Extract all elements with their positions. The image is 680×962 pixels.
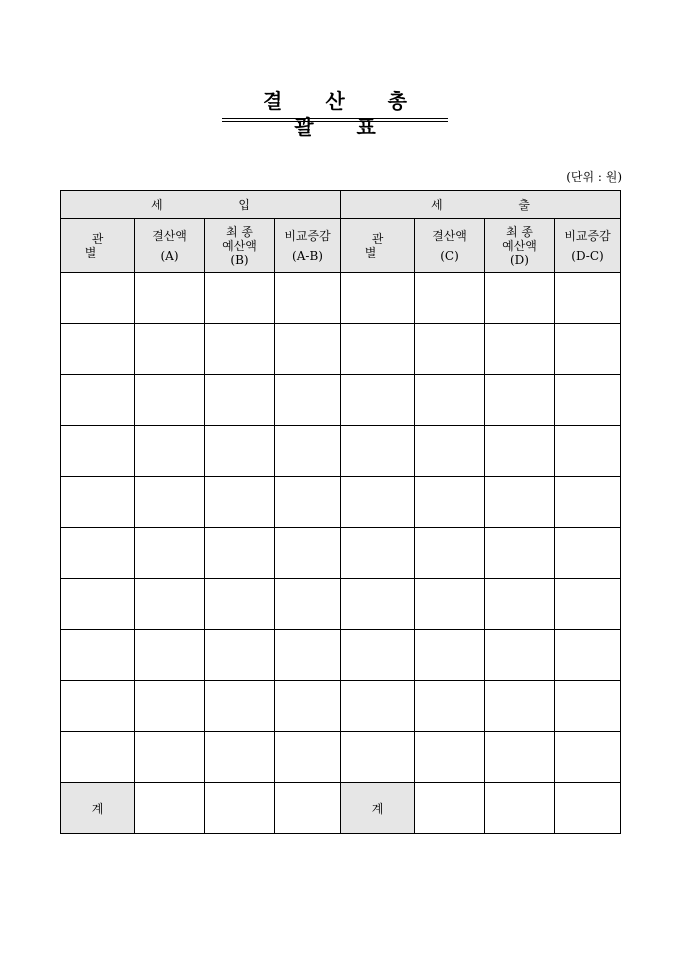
table-cell[interactable]: [275, 681, 341, 732]
income-section-label: 세 입: [151, 198, 286, 212]
table-cell[interactable]: [205, 579, 275, 630]
expense-budget-label-2: 예산액: [502, 238, 537, 253]
table-cell[interactable]: [205, 273, 275, 324]
income-category-label: 관 별: [84, 231, 118, 260]
table-cell[interactable]: [135, 681, 205, 732]
settlement-summary-table: [60, 190, 621, 834]
table-cell[interactable]: [341, 273, 415, 324]
expense-diff-code: (D-C): [571, 248, 604, 263]
expense-diff-label: 비교증감: [564, 228, 611, 243]
table-cell[interactable]: [555, 273, 621, 324]
table-cell[interactable]: [341, 528, 415, 579]
section-header-row: [61, 191, 621, 219]
table-cell[interactable]: [61, 273, 135, 324]
table-cell[interactable]: [61, 375, 135, 426]
table-cell[interactable]: [275, 732, 341, 783]
table-cell[interactable]: [135, 477, 205, 528]
table-cell[interactable]: [135, 732, 205, 783]
table-cell[interactable]: [341, 375, 415, 426]
table-cell[interactable]: [415, 630, 485, 681]
table-cell[interactable]: [275, 324, 341, 375]
table-cell[interactable]: [275, 579, 341, 630]
table-cell[interactable]: [61, 732, 135, 783]
expense-budget-label-1: 최 종: [506, 224, 533, 239]
table-cell[interactable]: [275, 528, 341, 579]
table-cell[interactable]: [341, 324, 415, 375]
table-cell[interactable]: [485, 630, 555, 681]
table-cell[interactable]: [341, 477, 415, 528]
expense-section-header: [341, 191, 621, 219]
table-cell[interactable]: [205, 528, 275, 579]
table-cell[interactable]: [415, 681, 485, 732]
income-budget-label-2: 예산액: [222, 238, 257, 253]
table-cell[interactable]: [205, 732, 275, 783]
table-cell[interactable]: [555, 579, 621, 630]
table-row: [61, 477, 621, 528]
document-title-block: [222, 88, 448, 139]
table-cell[interactable]: [555, 681, 621, 732]
table-cell[interactable]: [135, 324, 205, 375]
table-row: [61, 630, 621, 681]
income-total-settled-cell[interactable]: [135, 783, 205, 834]
expense-settled-code: (C): [440, 248, 459, 263]
table-cell[interactable]: [485, 375, 555, 426]
table-cell[interactable]: [555, 324, 621, 375]
table-cell[interactable]: [341, 579, 415, 630]
table-row: [61, 324, 621, 375]
expense-total-budget-cell[interactable]: [485, 783, 555, 834]
table-cell[interactable]: [415, 477, 485, 528]
expense-budget-code: (D): [510, 252, 529, 267]
table-cell[interactable]: [61, 477, 135, 528]
table-cell[interactable]: [61, 528, 135, 579]
income-category-header: [61, 219, 135, 273]
total-row: [61, 783, 621, 834]
table-cell[interactable]: [415, 273, 485, 324]
table-cell[interactable]: [135, 375, 205, 426]
expense-total-diff-cell[interactable]: [555, 783, 621, 834]
income-budget-label-1: 최 종: [226, 224, 253, 239]
income-diff-header: [275, 219, 341, 273]
table-cell[interactable]: [415, 528, 485, 579]
table-row: [61, 273, 621, 324]
table-cell[interactable]: [555, 630, 621, 681]
income-budget-header: [205, 219, 275, 273]
income-settled-header: [135, 219, 205, 273]
table-cell[interactable]: [61, 579, 135, 630]
table-cell[interactable]: [205, 426, 275, 477]
expense-category-header: [341, 219, 415, 273]
table-cell[interactable]: [135, 426, 205, 477]
income-total-diff-cell[interactable]: [275, 783, 341, 834]
table-cell[interactable]: [555, 528, 621, 579]
table-row: [61, 375, 621, 426]
table-cell[interactable]: [61, 681, 135, 732]
table-cell[interactable]: [485, 273, 555, 324]
expense-settled-label: 결산액: [432, 228, 467, 243]
table-cell[interactable]: [555, 375, 621, 426]
expense-category-label: 관 별: [364, 231, 398, 260]
table-cell[interactable]: [485, 732, 555, 783]
table-cell[interactable]: [485, 681, 555, 732]
table-cell[interactable]: [135, 579, 205, 630]
document-title: 결 산 총 괄 표: [263, 89, 425, 139]
table-cell[interactable]: [205, 681, 275, 732]
table-cell[interactable]: [61, 630, 135, 681]
table-cell[interactable]: [205, 324, 275, 375]
table-cell[interactable]: [275, 426, 341, 477]
income-settled-label: 결산액: [152, 228, 187, 243]
table-cell[interactable]: [555, 732, 621, 783]
income-budget-code: (B): [230, 252, 249, 267]
expense-diff-header: [555, 219, 621, 273]
expense-total-settled-cell[interactable]: [415, 783, 485, 834]
table-cell[interactable]: [275, 273, 341, 324]
table-cell[interactable]: [135, 528, 205, 579]
table-cell[interactable]: [485, 477, 555, 528]
table-cell[interactable]: [135, 273, 205, 324]
table-row: [61, 528, 621, 579]
table-cell[interactable]: [205, 375, 275, 426]
table-cell[interactable]: [61, 426, 135, 477]
table-row: [61, 732, 621, 783]
table-cell[interactable]: [205, 477, 275, 528]
table-cell[interactable]: [341, 630, 415, 681]
income-total-budget-cell[interactable]: [205, 783, 275, 834]
table-cell[interactable]: [415, 732, 485, 783]
income-total-label: 계: [61, 783, 135, 834]
table-cell[interactable]: [415, 579, 485, 630]
table-cell[interactable]: [555, 426, 621, 477]
table-cell[interactable]: [341, 426, 415, 477]
table-cell[interactable]: [61, 324, 135, 375]
table-cell[interactable]: [275, 630, 341, 681]
unit-note: (단위 : 원): [566, 170, 622, 184]
income-diff-code: (A-B): [292, 248, 323, 263]
table-row: [61, 426, 621, 477]
table-row: [61, 681, 621, 732]
table-cell[interactable]: [485, 324, 555, 375]
table-cell[interactable]: [415, 375, 485, 426]
table-cell[interactable]: [341, 681, 415, 732]
column-header-row: [61, 219, 621, 273]
table-cell[interactable]: [415, 426, 485, 477]
expense-total-label: 계: [341, 783, 415, 834]
expense-section-label: 세 출: [431, 198, 566, 212]
expense-settled-header: [415, 219, 485, 273]
table-cell[interactable]: [205, 630, 275, 681]
income-diff-label: 비교증감: [284, 228, 331, 243]
table-cell[interactable]: [135, 630, 205, 681]
table-row: [61, 579, 621, 630]
table-cell[interactable]: [341, 732, 415, 783]
income-settled-code: (A): [160, 248, 179, 263]
expense-budget-header: [485, 219, 555, 273]
table-cell[interactable]: [275, 375, 341, 426]
income-section-header: [61, 191, 341, 219]
table-cell[interactable]: [485, 426, 555, 477]
table-cell[interactable]: [555, 477, 621, 528]
table-cell[interactable]: [485, 579, 555, 630]
table-cell[interactable]: [275, 477, 341, 528]
table-cell[interactable]: [485, 528, 555, 579]
table-cell[interactable]: [415, 324, 485, 375]
